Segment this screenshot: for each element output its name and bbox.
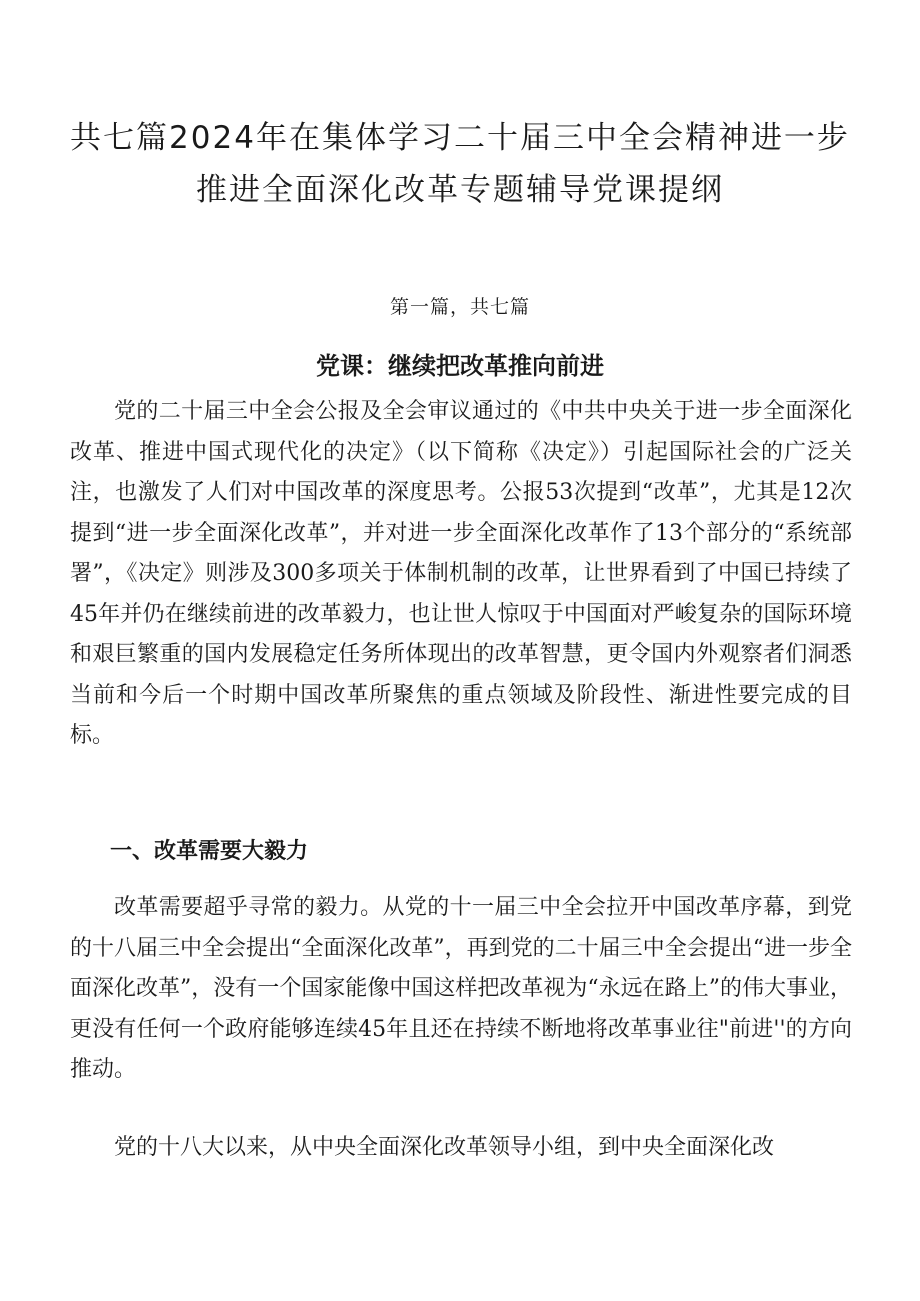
part-label: 第一篇，共七篇 (389, 296, 530, 318)
section-heading: 一、改革需要大毅力 (110, 839, 309, 864)
body-paragraph-1: 党的二十届三中全会公报及全会审议通过的《中共中央关于进一步全面深化改革、推进中国式现代化的决定》（以下简称《决定》）引起国际社会的广泛关注，也激发了人们对中国改革的深度思考。公报53次提到“改革”，尤其是12次提到“进一步全面深化改革”，并对进一步全面深化改革作了13个部分的“系统部署”，《决定》则涉及300多项关于体制机制的改革，让世界看到了中国已持续了45年并仍在继续前进的改革毅力，也让世人惊叹于中国面对严峻复杂的国际环境和艰巨繁重的国内发展稳定任务所体现出的改革智慧，更令国内外观察者们洞悉当前和今后一个时期中国改革所聚焦的重点领域及阶段性、渐进性要完成的目标。 (70, 399, 852, 748)
body-paragraph-2: 改革需要超乎寻常的毅力。从党的十一届三中全会拉开中国改革序幕，到党的十八届三中全会提出“全面深化改革”，再到党的二十届三中全会提出“进一步全面深化改革”，没有一个国家能像中国这样把改革视为“永远在路上”的伟大事业，更没有任何一个政府能够连续45年且还在持续不断地将改革事业往"前进''的方向推动。 (70, 895, 852, 1082)
document-title: 共七篇2024年在集体学习二十届三中全会精神进一步推进全面深化改革专题辅导党课提纲 (70, 120, 850, 208)
lesson-title: 党课：继续把改革推向前进 (316, 352, 604, 380)
body-paragraph-3: 党的十八大以来，从中央全面深化改革领导小组，到中央全面深化改 (114, 1135, 775, 1160)
